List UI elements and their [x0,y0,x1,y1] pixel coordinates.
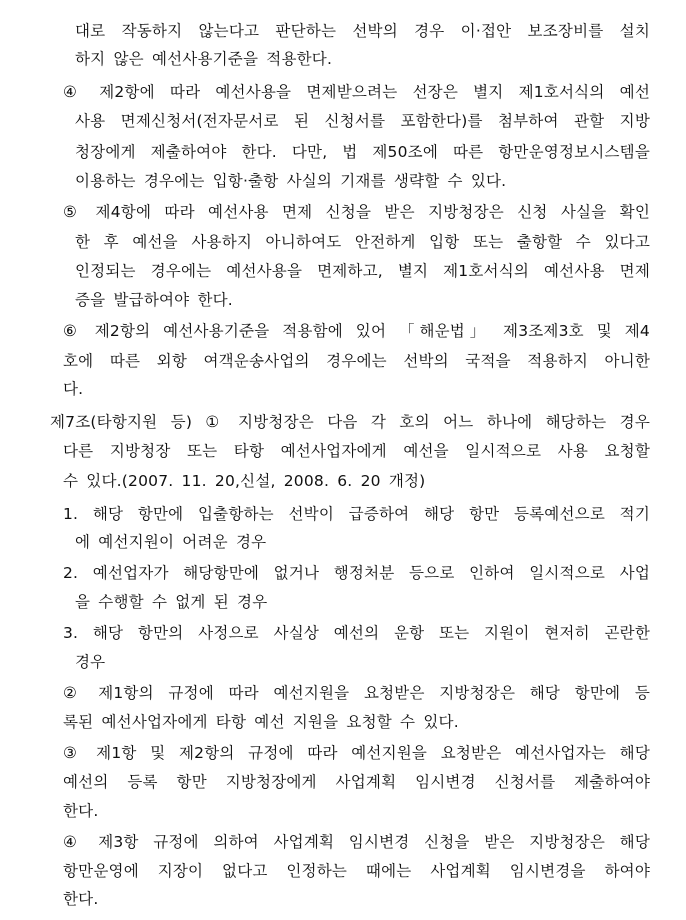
list-item-line: 을 수행할 수 없게 된 경우 [75,593,268,611]
list-item-line: 2. 예선업자가 해당항만에 없거나 행정처분 등으로 인하여 일시적으로 사업 [63,564,650,582]
text-line: ④ 제2항에 따라 예선사용을 면제받으려는 선장은 별지 제1호서식의 예선 [63,83,650,101]
text-line: 대로 작동하지 않는다고 판단하는 선박의 경우 이·접안 보조장비를 설치 [75,22,650,40]
text-line: 한다. [63,802,99,820]
text-line: ④ 제3항 규정에 의하여 사업계획 임시변경 신청을 받은 지방청장은 해당 [63,833,650,851]
text-line: ② 제1항의 규정에 따라 예선지원을 요청받은 지방청장은 해당 항만에 등 [63,684,650,702]
text-line: 록된 예선사업자에게 타항 예선 지원을 요청할 수 있다. [63,713,459,731]
text-line: 한 후 예선을 사용하지 아니하여도 안전하게 입항 또는 출항할 수 있다고 [75,233,650,251]
list-item-line: 1. 해당 항만에 입출항하는 선박이 급증하여 해당 항만 등록예선으로 적기 [63,505,650,523]
text-line: 예선의 등록 항만 지방청장에게 사업계획 임시변경 신청서를 제출하여야 [63,773,650,791]
text-line: 다른 지방청장 또는 타항 예선사업자에게 예선을 일시적으로 사용 요청할 [63,442,650,460]
list-item-line: 경우 [75,653,106,671]
text-line: 이용하는 경우에는 입항·출항 사실의 기재를 생략할 수 있다. [75,172,507,190]
text-line: 호에 따른 외항 여객운송사업의 경우에는 선박의 국적을 적용하지 아니한 [63,352,650,370]
text-line: 하지 않은 예선사용기준을 적용한다. [75,50,333,68]
list-item-line: 에 예선지원이 어려운 경우 [75,533,267,551]
text-line: 다. [63,380,84,398]
text-line: 청장에게 제출하여야 한다. 다만, 법 제50조에 따른 항만운영정보시스템을 [75,143,650,161]
text-line: ⑤ 제4항에 따라 예선사용 면제 신청을 받은 지방청장은 신청 사실을 확인 [63,203,650,221]
list-item-line: 3. 해당 항만의 사정으로 사실상 예선의 운항 또는 지원이 현저히 곤란한 [63,624,650,642]
text-line: 인정되는 경우에는 예선사용을 면제하고, 별지 제1호서식의 예선사용 면제 [75,262,650,280]
text-line: 수 있다.(2007. 11. 20,신설, 2008. 6. 20 개정) [63,472,426,490]
text-line: ③ 제1항 및 제2항의 규정에 따라 예선지원을 요청받은 예선사업자는 해당 [63,744,650,762]
text-line: 항만운영에 지장이 없다고 인정하는 때에는 사업계획 임시변경을 하여야 [63,862,650,880]
text-line: ⑥ 제2항의 예선사용기준을 적용함에 있어 「해운법」 제3조제3호 및 제4 [63,322,650,340]
text-line: 증을 발급하여야 한다. [75,291,233,309]
text-line: 사용 면제신청서(전자문서로 된 신청서를 포함한다)를 첨부하여 관할 지방 [75,112,650,130]
article-heading-line: 제7조(타항지원 등) ① 지방청장은 다음 각 호의 어느 하나에 해당하는 경우 [50,413,650,431]
text-line: 한다. [63,890,99,908]
